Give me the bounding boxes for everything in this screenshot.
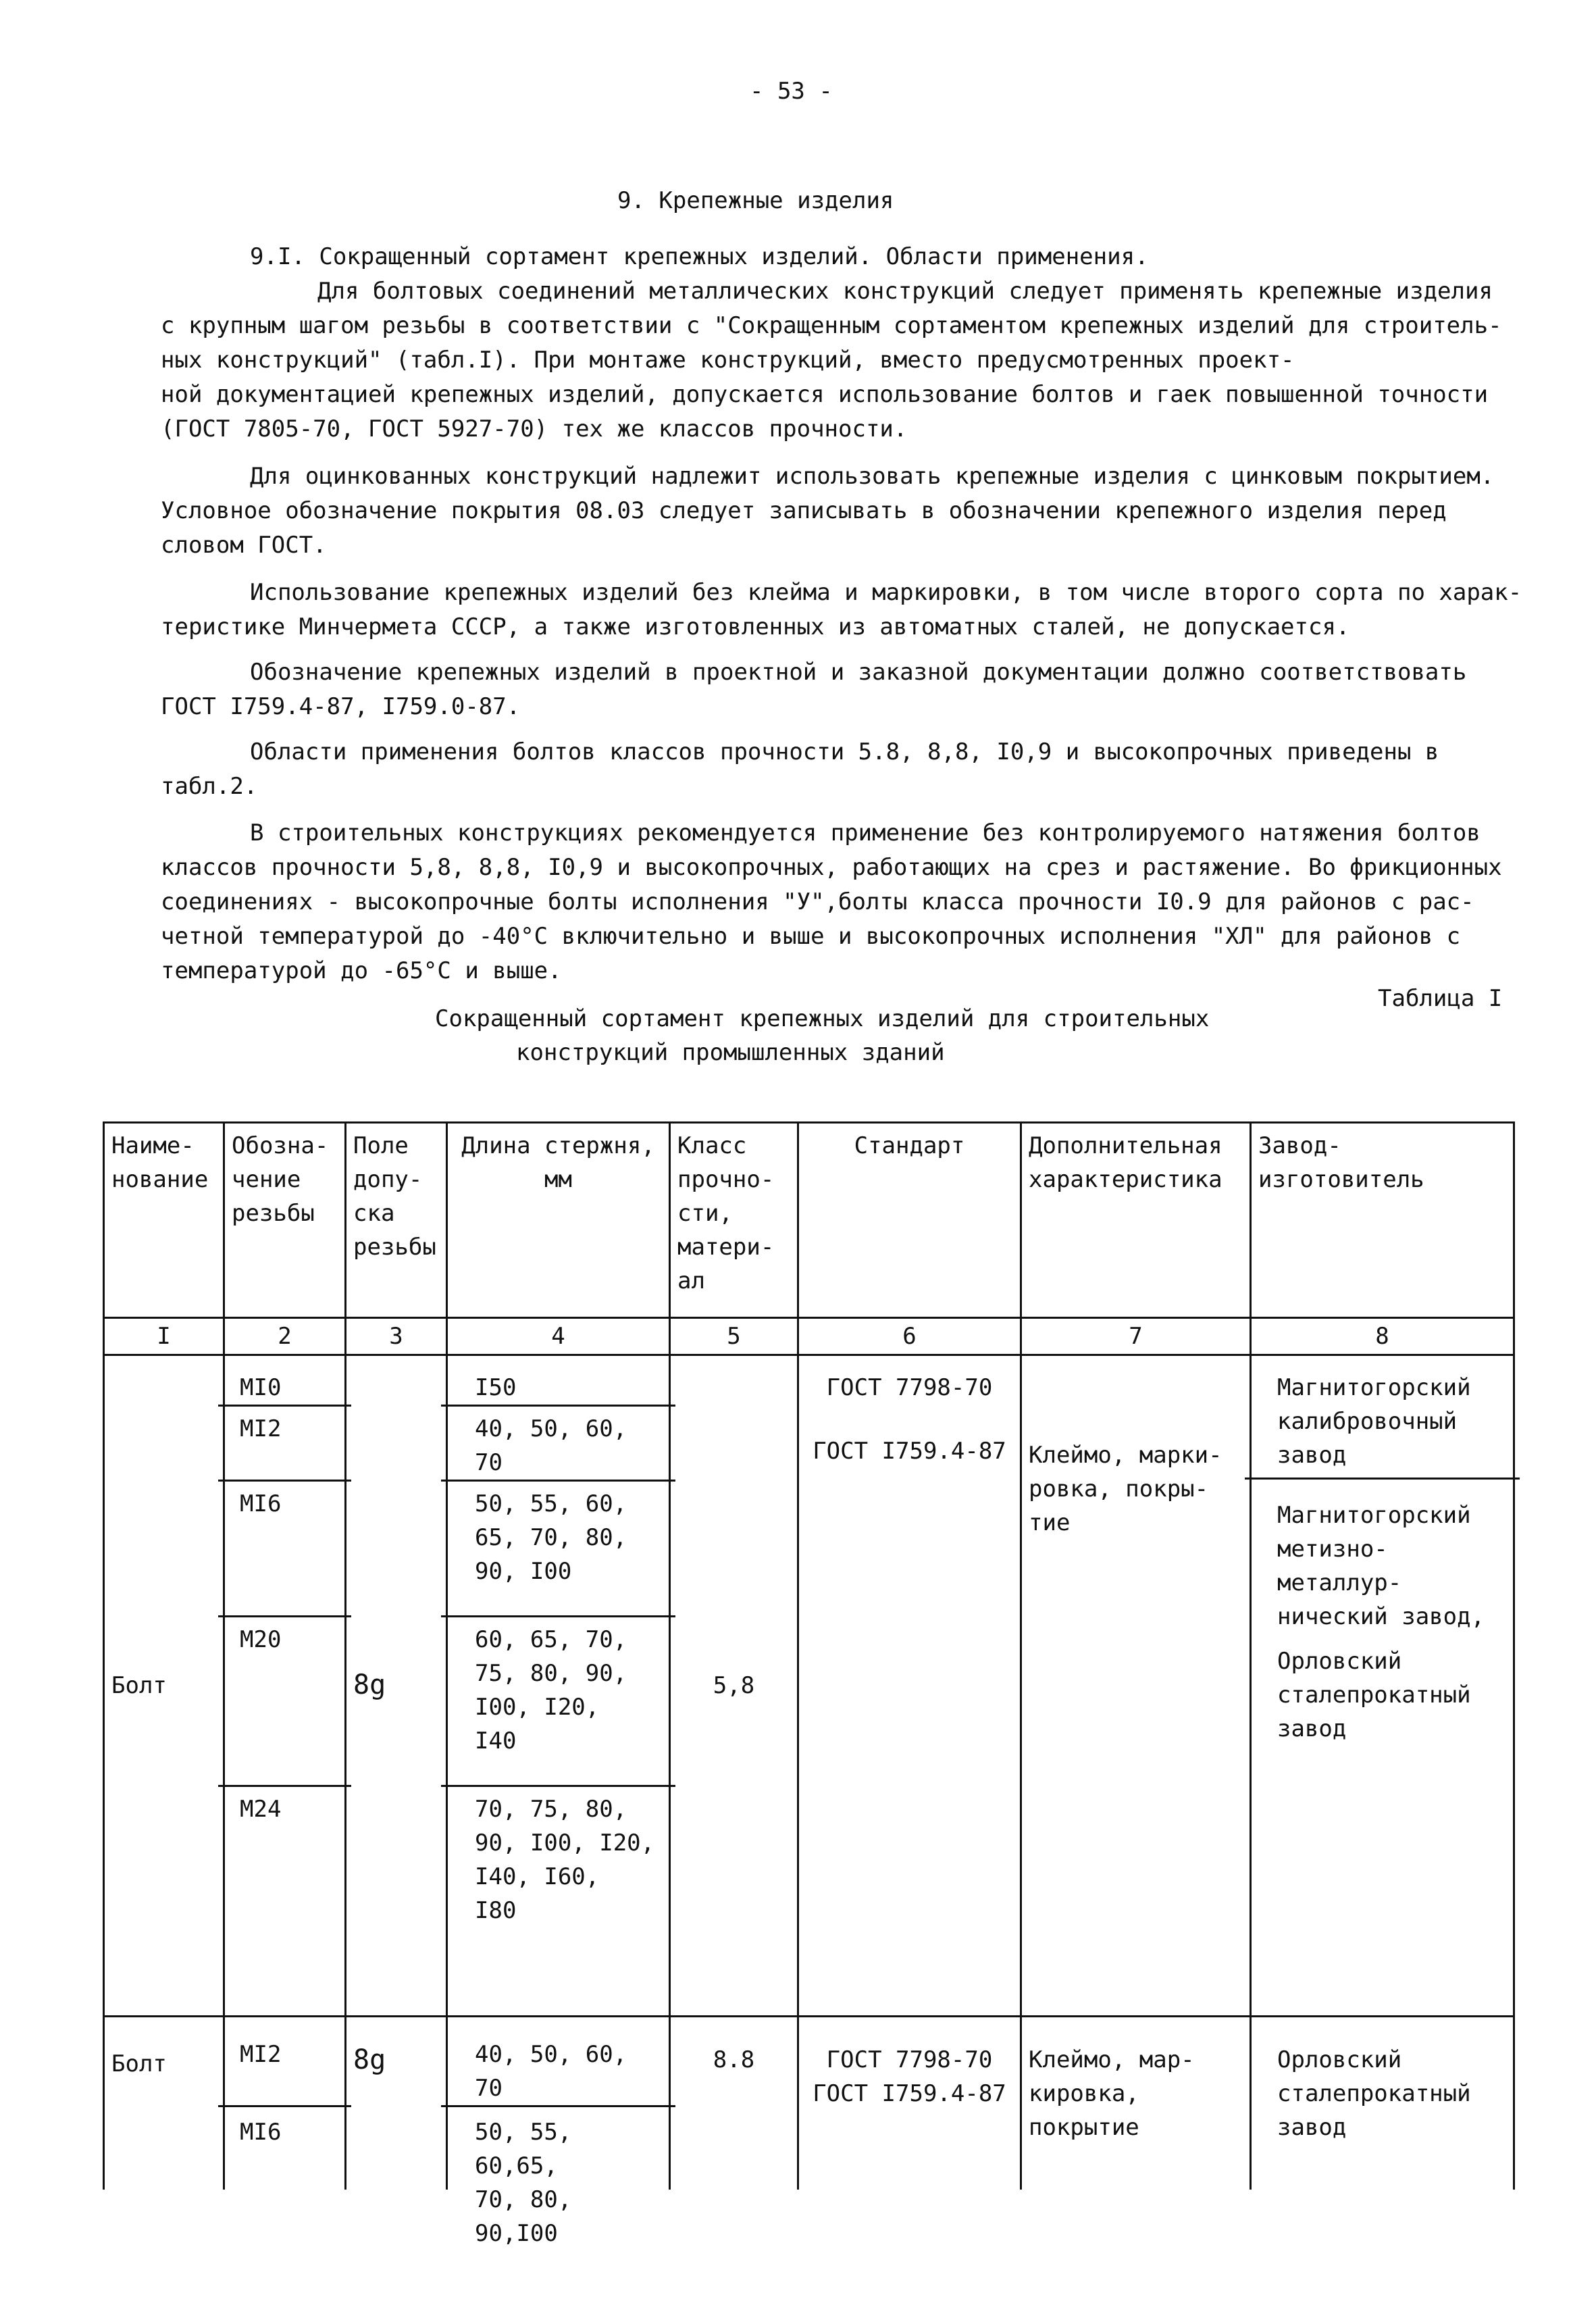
class-cell — [670, 2017, 798, 2190]
table-row-group-1 — [104, 1355, 1514, 2017]
thread-value: МI6 — [240, 1490, 282, 1517]
length-value: I50 — [475, 1374, 517, 1401]
plant-value: Магнитогорский метизно-металлур- нический завод, — [1277, 1502, 1485, 1630]
column-number: 6 — [798, 1318, 1021, 1355]
tolerance-cell — [346, 2017, 447, 2190]
thread-value: МI2 — [240, 1415, 282, 1442]
plant-value: Орловский сталепрокатный завод — [1277, 1648, 1471, 1742]
p2-line-3: словом ГОСТ. — [161, 532, 327, 559]
p6-line-4: четной температурой до -40°С включительно и выше и высокопрочных исполнения "ХЛ" для районов с — [161, 923, 1461, 950]
header-plant: Завод-изготовитель — [1251, 1123, 1514, 1318]
fasteners-table — [103, 1121, 1515, 2247]
p6-line-1: В строительных конструкциях рекомендуется применение без контролируемого натяжения болтов — [250, 819, 1481, 847]
standard-cell — [798, 2017, 1021, 2190]
column-number: 3 — [346, 1318, 447, 1355]
item-name-cell — [104, 2017, 224, 2190]
characteristic-value: Клеймо, мар- кировка, покрытие — [1029, 2046, 1195, 2141]
p1-line-6: (ГОСТ 7805-70, ГОСТ 5927-70) тех же классов прочности. — [161, 415, 908, 443]
column-number-row — [104, 1318, 1514, 1355]
column-number: 7 — [1021, 1318, 1251, 1355]
plant-cell — [1251, 1355, 1514, 2017]
column-number: 8 — [1251, 1318, 1514, 1355]
p1-line-4: ных конструкций" (табл.I). При монтаже конструкций, вместо предусмотренных проект- — [161, 347, 1295, 374]
column-number: 5 — [670, 1318, 798, 1355]
column-number: 4 — [447, 1318, 670, 1355]
table-title-line-1: Сокращенный сортамент крепежных изделий для строительных — [435, 1005, 1210, 1032]
p6-line-3: соединениях - высокопрочные болты исполнения "У",болты класса прочности I0.9 для районов с рас- — [161, 888, 1474, 915]
thread-cell — [224, 2017, 346, 2190]
length-cell — [447, 2017, 670, 2247]
column-number: I — [104, 1318, 224, 1355]
thread-value: М20 — [240, 1626, 282, 1653]
standard-value: ГОСТ I759.4-87 — [813, 1438, 1006, 1465]
header-name: Наиме- нование — [104, 1123, 224, 1318]
table-label: Таблица I — [1378, 985, 1503, 1012]
header-thread: Обозна- чение резьбы — [224, 1123, 346, 1318]
length-value: 40, 50, 60, 70 — [475, 1415, 627, 1476]
p4-line-2: ГОСТ I759.4-87, I759.0-87. — [161, 693, 521, 720]
p6-line-5: температурой до -65°С и выше. — [161, 957, 562, 984]
section-title: 9. Крепежные изделия — [617, 187, 894, 214]
length-value: 60, 65, 70, 75, 80, 90, I00, I20, I40 — [475, 1626, 627, 1755]
thread-value: М24 — [240, 1796, 282, 1823]
length-value: 50, 55, 60, 65, 70, 80, 90, I00 — [475, 1490, 627, 1585]
p2-line-1: Для оцинкованных конструкций надлежит использовать крепежные изделия с цинковым покрытием. — [250, 463, 1495, 490]
p1-line-1: 9.I. Сокращенный сортамент крепежных изделий. Области применения. — [250, 243, 1149, 270]
standard-value: ГОСТ 7798-70 — [826, 1374, 993, 1401]
column-number: 2 — [224, 1318, 346, 1355]
standard-cell — [798, 1355, 1021, 2017]
plant-value: Магнитогорский калибровочный завод — [1277, 1374, 1471, 1469]
p1-line-5: ной документацией крепежных изделий, допускается использование болтов и гаек повышенной точности — [161, 381, 1489, 408]
thread-cell — [224, 1355, 346, 2017]
header-class: Класс прочно- сти, матери- ал — [670, 1123, 798, 1318]
characteristic-value: Клеймо, марки- ровка, покры- тие — [1029, 1442, 1222, 1536]
standard-value: ГОСТ 7798-70 ГОСТ I759.4-87 — [813, 2046, 1006, 2107]
p1-line-2: Для болтовых соединений металлических конструкций следует применять крепежные изделия — [317, 278, 1493, 305]
item-name: Болт — [104, 1355, 224, 2017]
header-standard: Стандарт — [798, 1123, 1021, 1318]
p2-line-2: Условное обозначение покрытия 08.03 следует записывать в обозначении крепежного изделия перед — [161, 497, 1447, 524]
characteristic-cell — [1021, 1355, 1251, 2017]
p3-line-2: теристике Минчермета СССР, а также изготовленных из автоматных сталей, не допускается. — [161, 613, 1350, 640]
header-characteristic: Дополнительная характеристика — [1021, 1123, 1251, 1318]
class-value: 8.8 — [713, 2046, 755, 2073]
p1-line-3: с крупным шагом резьбы в соответствии с "Сокращенным сортаментом крепежных изделий для строитель- — [161, 312, 1502, 339]
header-tolerance: Поле допу- ска резьбы — [346, 1123, 447, 1318]
page-number: - 53 - — [750, 78, 833, 105]
table-title-line-2: конструкций промышленных зданий — [516, 1039, 945, 1066]
table-row-group-2 — [104, 2017, 1514, 2190]
p6-line-2: классов прочности 5,8, 8,8, I0,9 и высокопрочных, работающих на срез и растяжение. Во фрикционных — [161, 854, 1502, 881]
thread-value: МI2 — [240, 2041, 282, 2068]
p3-line-1: Использование крепежных изделий без клейма и маркировки, в том числе второго сорта по харак- — [250, 579, 1522, 606]
length-value: 40, 50, 60, 70 — [475, 2041, 627, 2102]
thread-value: МI0 — [240, 1374, 282, 1401]
thread-value: МI6 — [240, 2119, 282, 2146]
length-value: 70, 75, 80, 90, I00, I20, I40, I60, I80 — [475, 1796, 655, 1924]
class-value: 5,8 — [670, 1355, 798, 2017]
tolerance-value: 8g — [353, 2044, 386, 2075]
length-value: 50, 55, 60,65, 70, 80, 90,I00 — [475, 2119, 572, 2247]
p5-line-2: табл.2. — [161, 773, 258, 800]
plant-cell — [1251, 2017, 1514, 2190]
length-cell — [447, 1355, 670, 2017]
p5-line-1: Области применения болтов классов прочности 5.8, 8,8, I0,9 и высокопрочных приведены в — [250, 738, 1439, 765]
p4-line-1: Обозначение крепежных изделий в проектной и заказной документации должно соответствовать — [250, 659, 1467, 686]
header-row — [104, 1123, 1514, 1318]
plant-value: Орловский сталепрокатный завод — [1277, 2046, 1471, 2141]
tolerance-value: 8g — [353, 1669, 386, 1700]
tolerance-cell — [346, 1355, 447, 2017]
header-length: Длина стержня, мм — [447, 1123, 670, 1318]
item-name: Болт — [111, 2050, 167, 2077]
characteristic-cell — [1021, 2017, 1251, 2190]
